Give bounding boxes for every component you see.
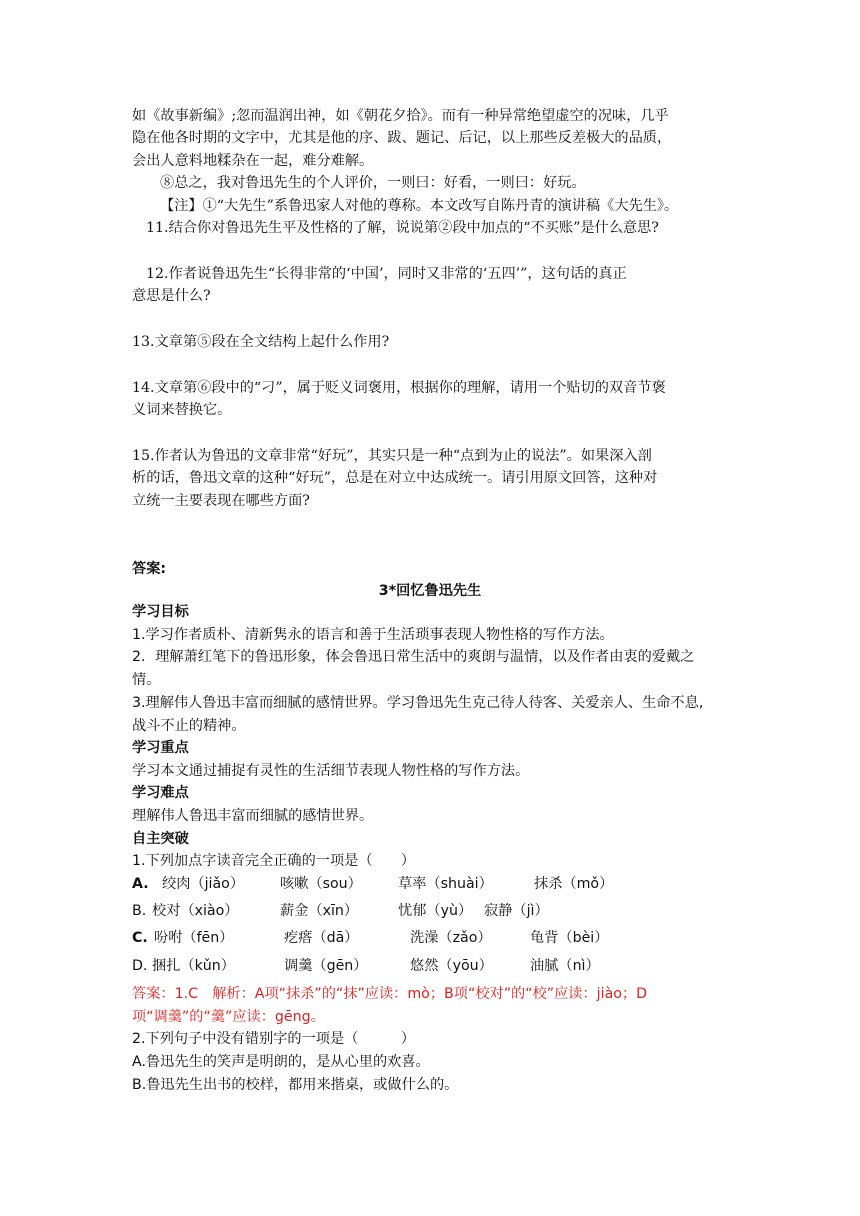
- goal-3-cont: 战斗不止的精神。: [132, 718, 246, 734]
- footnote: 【注】①“大先生”系鲁迅家人对他的尊称。本文改写自陈丹青的演讲稿《大先生》。: [160, 198, 679, 214]
- question-13: 13.文章第⑤段在全文结构上起什么作用?: [132, 334, 390, 350]
- passage-line: 会出人意料地糅杂在一起，难分难解。: [132, 153, 374, 169]
- exercise-1-answer: 答案：1.C 解析：A项“抹杀”的“抹”应读：mò；B项“校对”的“校”应读：jiào；D: [132, 986, 648, 1002]
- answers-label: 答案:: [132, 561, 167, 577]
- question-14: 14.文章第⑥段中的“刁”，属于贬义词褒用，根据你的理解，请用一个贴切的双音节褒: [132, 380, 666, 396]
- goal-2: 2．理解萧红笔下的鲁迅形象，体会鲁迅日常生活中的爽朗与温情，以及作者由衷的爱戴之: [132, 649, 695, 665]
- option-item: 疙瘩（dā）: [284, 930, 359, 946]
- question-15-cont: 立统一主要表现在哪些方面?: [132, 493, 310, 509]
- difficulty-heading: 学习难点: [132, 785, 189, 801]
- option-item: 校对（xiào）: [152, 903, 239, 919]
- passage-line: 隐在他各时期的文字中，尤其是他的序、跋、题记、后记，以上那些反差极大的品质，: [132, 130, 672, 146]
- question-12: 12.作者说鲁迅先生“长得非常的‘中国’，同时又非常的‘五四’”，这句话的真正: [146, 266, 627, 282]
- option-item: 草率（shuài）: [398, 876, 493, 892]
- option-item: 忧郁（yù）: [398, 903, 473, 919]
- option-a: [132, 873, 613, 895]
- question-12-cont: 意思是什么?: [132, 288, 211, 304]
- difficulty-text: 理解伟人鲁迅丰富而细腻的感情世界。: [132, 808, 374, 824]
- option-item: 调羹（gēn）: [284, 958, 368, 974]
- goals-heading: 学习目标: [132, 604, 189, 620]
- goal-2-cont: 情。: [132, 672, 161, 688]
- question-15: 15.作者认为鲁迅的文章非常“好玩”，其实只是一种“点到为止的说法”。如果深入剖: [132, 448, 652, 464]
- goal-1: 1.学习作者质朴、清新隽永的语言和善于生活琐事表现人物性格的写作方法。: [132, 627, 614, 643]
- option-item: 捆扎（kǔn）: [152, 958, 235, 974]
- exercise-2-stem: 2.下列句子中没有错别字的一项是（ ）: [132, 1031, 416, 1047]
- option-item: 吩咐（fēn）: [154, 930, 234, 946]
- option-item: 咳嗽（sou）: [280, 876, 362, 892]
- question-15-cont: 析的话，鲁迅文章的这种“好玩”，总是在对立中达成统一。请引用原文回答，这种对: [132, 470, 658, 486]
- option-item: 绞肉（jiǎo）: [162, 876, 245, 892]
- exercise-2-option-a: A.鲁迅先生的笑声是明朗的，是从心里的欢喜。: [132, 1054, 430, 1070]
- option-item: 龟背（bèi）: [530, 930, 609, 946]
- option-item: 薪金（xīn）: [280, 903, 359, 919]
- passage-line: 如《故事新编》;忽而温润出神，如《朝花夕拾》。而有一种异常绝望虚空的况味，几乎: [132, 108, 669, 124]
- goal-3: 3.理解伟人鲁迅丰富而细腻的感情世界。学习鲁迅先生克己待人待客、关爱亲人、生命不息,: [132, 695, 704, 711]
- lesson-title: 3*回忆鲁迅先生: [378, 583, 482, 599]
- option-label: D.: [132, 958, 148, 974]
- option-label: B.: [132, 903, 147, 919]
- option-item: 洗澡（zǎo）: [410, 930, 492, 946]
- option-item: 悠然（yōu）: [410, 958, 493, 974]
- option-item: 寂静（jì）: [484, 903, 549, 919]
- self-study-heading: 自主突破: [132, 831, 189, 847]
- option-item: 抹杀（mǒ）: [534, 876, 614, 892]
- option-d: [132, 955, 600, 977]
- option-label: A.: [132, 876, 149, 892]
- option-label: C.: [132, 930, 148, 946]
- key-heading: 学习重点: [132, 740, 189, 756]
- question-14-cont: 义词来替换它。: [132, 402, 232, 418]
- question-11: 11.结合你对鲁迅先生平及性格的了解，说说第②段中加点的“不买账”是什么意思?: [146, 220, 659, 236]
- key-text: 学习本文通过捕捉有灵性的生活细节表现人物性格的写作方法。: [132, 763, 530, 779]
- option-b: [132, 900, 549, 922]
- paragraph-8: ⑧总之，我对鲁迅先生的个人评价，一则曰：好看，一则曰：好玩。: [160, 175, 586, 191]
- exercise-2-option-b: B.鲁迅先生出书的校样，都用来揩桌，或做什么的。: [132, 1077, 459, 1093]
- option-item: 油腻（nì）: [530, 958, 600, 974]
- exercise-1-answer-cont: 项“调羹”的“羹”应读：gēng。: [132, 1009, 325, 1025]
- exercise-1-stem: 1.下列加点字读音完全正确的一项是（ ）: [132, 853, 416, 869]
- option-c: [132, 927, 608, 949]
